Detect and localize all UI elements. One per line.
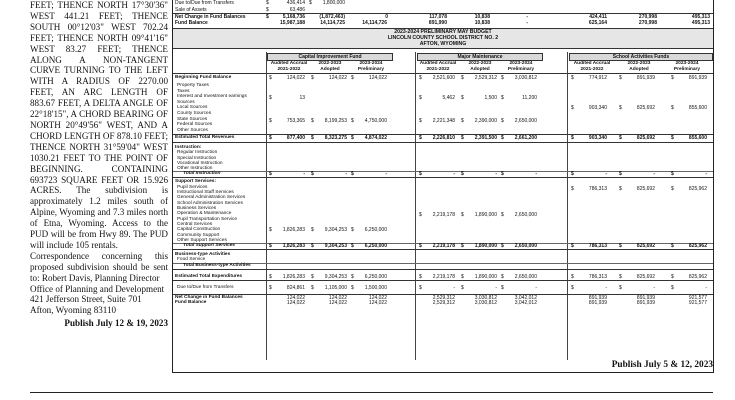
value-cell: 2,221,348 [432,117,455,124]
dollar-sign: $ [311,117,314,124]
instruction-item: Other Instruction [177,166,213,171]
dollar-sign: $ [269,95,272,102]
dollar-sign: $ [571,243,574,250]
cell: (1,872,463) [319,14,345,20]
value-cell: 825,962 [688,243,707,250]
support-item: Other Support Services [177,237,227,243]
dollar-sign: $ [671,171,674,178]
value-cell: 6,250,000 [364,273,387,280]
col-header: Audited Accrual 2021-2022 [573,61,611,72]
dollar-sign: $ [461,134,464,141]
instruction-item: Vocational Instruction [177,160,223,166]
dollar-sign: $ [351,284,354,291]
divider [173,263,713,264]
instruction-item: Special Instruction [177,155,217,161]
value-cell: 9,304,253 [324,243,347,250]
divider [415,52,416,360]
support-item: Instructional Staff Services [177,190,234,196]
row-estimated-revenues: Estimated Total Revenues [175,134,235,140]
revenue-item: Interest and Investment earnings [177,94,247,100]
dollar-sign: $ [311,243,314,250]
revenue-item: Federal Sources [177,122,213,128]
dollar-sign: $ [269,134,272,141]
legal-paragraph-5: Afton, Wyoming 83110 [30,305,117,316]
value-cell: 5,462 [442,95,455,102]
dollar-sign: $ [501,273,504,280]
dollar-sign: $ [461,284,464,291]
dollar-sign: $ [619,134,622,141]
row-fund-balance: Fund Balance [175,300,207,306]
value-cell: 2,529,312 [432,300,455,307]
cell: 424,411 [589,14,607,20]
value-cell: 1,826,283 [282,227,305,234]
business-item: Food Service [177,257,206,263]
row-total-instruction: Total Instruction [183,171,221,177]
value-cell: 786,313 [588,185,607,192]
legal-publish-dates: Publish July 12 & 19, 2023 [64,318,168,329]
dollar-sign: $ [419,284,422,291]
value-cell: 824,861 [286,284,305,291]
value-cell: 1,500,000 [364,284,387,291]
row-net-change: Net Change in Fund Balances [175,294,243,300]
value-cell: 3,030,812 [474,294,497,301]
revenue-item: Local Sources [177,105,208,111]
dollar-sign: $ [351,171,354,178]
revenue-item: Sources [177,99,195,105]
dollar-sign: $ [501,117,504,124]
support-title: Support Services: [175,179,217,185]
value-cell: 2,219,178 [432,212,455,219]
divider [266,52,267,360]
row-label: Sale of Assets [175,6,207,13]
value-cell: 786,313 [588,243,607,250]
value-cell: 2,219,178 [432,243,455,250]
dollar-sign: $ [501,171,504,178]
support-item: School Administration Services [177,200,243,206]
value-cell: 921,577 [688,294,707,301]
row-estimated-expenditures: Estimated Total Expenditures [175,273,243,279]
value-cell: 1,826,283 [282,273,305,280]
value-cell: 2,650,000 [514,243,537,250]
dollar-sign: $ [419,95,422,102]
value-cell: 891,939 [688,75,707,81]
dollar-sign: $ [461,212,464,219]
value-cell: 124,022 [286,294,305,301]
value-cell: - [653,171,655,178]
header-line-3: AFTON, WYOMING [419,41,467,47]
value-cell: 921,577 [688,300,707,307]
legal-paragraph-1: FEET; THENCE NORTH 17°30'36" WEST 441.21 FEET; THENCE SOUTH 00°12'03" WEST 702.24 FEET; THENCE NORTH 09°41'16" WEST 83.27 FEET; THENCE ALONG A NON-TANGENT CURVE TURNING TO THE LEFT WITH A RADIUS OF 2270.00 FEET, AN ARC LENGTH OF 883.67 FEET, A DELTA ANGLE OF 22°18'15", A CHORD BEARING OF NORTH 20°49'56" WEST, AND A CHORD LENGTH OF 878.10 FEET; THENCE NORTH 31°59'04" WEST 1030.21 FEET TO THE POINT OF BEGINNING. CONTAINING 693723 SQUARE FEET OR 15.926 ACRES. The subdivision is approximately 1.2 miles south of Alpine, Wyoming and 7.3 miles north of Etna, Wyoming. Access to the PUD will be from Hwy 89. The PUD will include 105 rentals. [30,0,168,250]
divider [173,73,713,74]
cell: 1,800,000 [322,0,345,6]
cell: 15,987,188 [279,19,305,26]
row-total-business: Total Business-type Activities [183,262,251,268]
value-cell: 9,304,253 [324,227,347,234]
value-cell: 825,692 [636,273,655,280]
dollar-sign: $ [461,243,464,250]
dollar-sign: $ [266,14,269,20]
value-cell: 891,939 [636,300,655,307]
value-cell: 891,939 [588,294,607,301]
value-cell: - [345,171,347,178]
dollar-sign: $ [571,105,574,112]
dollar-sign: $ [461,75,464,81]
dollar-sign: $ [571,75,574,81]
cell: 270,998 [638,19,657,26]
value-cell: 124,022 [368,75,387,81]
dollar-sign: $ [351,227,354,234]
value-cell: 903,340 [588,134,607,141]
dollar-sign: $ [266,6,269,13]
value-cell: - [605,284,607,291]
value-cell: 825,692 [636,243,655,250]
cell: 495,313 [691,14,710,20]
value-cell: - [535,171,537,178]
dollar-sign: $ [351,117,354,124]
value-cell: 8,323,275 [324,134,347,141]
cell: 117,078 [429,14,447,20]
row-label: Net Change in Fund Balances [175,14,246,20]
cell: 436,414 [286,0,305,6]
dollar-sign: $ [269,171,272,178]
value-cell: 855,600 [688,134,707,141]
value-cell: 11,200 [522,95,537,102]
value-cell: 753,365 [286,117,305,124]
fund-header-maintenance: Major Maintenance [417,53,543,61]
col-header: 2023-2024 Preliminary [357,61,385,72]
value-cell: 891,939 [588,300,607,307]
legal-paragraph-4: 421 Jefferson Street, Suite 701 [30,294,142,305]
col-header: 2022-2023 Adopted [318,61,342,72]
dollar-sign: $ [269,243,272,250]
dollar-sign: $ [619,75,622,81]
value-cell: - [535,284,537,291]
value-cell: 9,304,253 [324,273,347,280]
dollar-sign: $ [619,243,622,250]
value-cell: 2,650,000 [514,212,537,219]
dollar-sign: $ [571,185,574,192]
dollar-sign: $ [461,95,464,102]
instruction-item: Regular Instruction [177,150,218,156]
divider [173,249,713,250]
fund-header-capital: Capital Improvement Fund [267,53,393,61]
dollar-sign: $ [501,134,504,141]
col-header: Audited Accrual 2021-2022 [419,61,457,72]
dollar-sign: $ [311,273,314,280]
fund-header-activities: School Activities Funds [569,53,713,61]
dollar-sign: $ [351,134,354,141]
cell: 63,486 [289,6,305,13]
support-item: Pupil Services [177,184,208,190]
revenue-item: State Sources [177,116,208,122]
legal-paragraph-2: Correspondence concerning this proposed subdivision should be sent to: Robert Davis, Planning Director [30,250,168,283]
value-cell: 825,692 [636,185,655,192]
value-cell: 2,650,000 [514,273,537,280]
dollar-sign: $ [419,212,422,219]
value-cell: 3,030,812 [514,75,537,81]
value-cell: 2,650,000 [514,117,537,124]
cell: 10,838 [474,14,490,20]
col-header: 2022-2023 Adopted [627,61,651,72]
dollar-sign: $ [266,0,269,6]
cell: 14,114,726 [362,19,387,26]
col-header: 2022-2023 Adopted [468,61,492,72]
row-label: Due to/Due from Transfers [175,0,234,6]
value-cell: - [453,171,455,178]
dollar-sign: $ [269,273,272,280]
dollar-sign: $ [419,171,422,178]
dollar-sign: $ [269,117,272,124]
legal-notice [30,0,168,329]
budget-table [172,0,714,373]
budget-header [173,28,713,49]
cell: 891,990 [428,19,447,26]
dollar-sign: $ [571,273,574,280]
cell: 0 [385,14,388,20]
dollar-sign: $ [671,185,674,192]
revenue-item: Property Taxes [177,83,209,88]
cell: 5,168,736 [282,14,305,20]
value-cell: 8,199,253 [324,117,347,124]
dollar-sign: $ [419,117,422,124]
value-cell: 2,391,500 [474,134,497,141]
dollar-sign: $ [501,95,504,102]
dollar-sign: $ [419,273,422,280]
col-header: 2023-2024 Preliminary [507,61,535,72]
row-transfers: Due to/Due from Transfers [177,284,234,290]
value-cell: 786,313 [588,273,607,280]
dollar-sign: $ [501,243,504,250]
value-cell: 4,750,000 [364,117,387,124]
dollar-sign: $ [619,105,622,112]
value-cell: 13 [299,95,305,102]
value-cell: 124,022 [286,300,305,307]
revenue-item: Taxes [177,88,190,94]
cell: 14,114,725 [320,19,345,26]
dollar-sign: $ [269,284,272,291]
value-cell: 124,022 [328,75,347,81]
value-cell: - [303,171,305,178]
value-cell: 6,250,000 [364,227,387,234]
dollar-sign: $ [351,75,354,81]
value-cell: 2,521,600 [432,75,455,81]
dollar-sign: $ [619,185,622,192]
business-title: Business-type Activities [175,252,231,258]
value-cell: 1,500 [484,95,497,102]
dollar-sign: $ [501,284,504,291]
dollar-sign: $ [501,75,504,81]
support-item: Pupil Transportation Service [177,216,237,222]
dollar-sign: $ [311,227,314,234]
value-cell: 1,105,000 [324,284,347,291]
value-cell: 2,226,810 [432,134,455,141]
value-cell: - [453,284,455,291]
value-cell: 3,042,012 [514,300,537,307]
legal-paragraph-3: Office of Planning and Development [30,283,165,294]
value-cell: - [705,284,707,291]
dollar-sign: $ [571,171,574,178]
col-header: 2023-2024 Preliminary [673,61,701,72]
dollar-sign: $ [461,171,464,178]
cell: 270,998 [638,14,657,20]
value-cell: - [653,284,655,291]
dollar-sign: $ [311,284,314,291]
value-cell: 3,042,012 [514,294,537,301]
support-item: Business Services [177,206,217,211]
divider [173,142,713,143]
dollar-sign: $ [671,273,674,280]
footer-rule [30,392,713,393]
divider [173,269,713,270]
dollar-sign: $ [671,75,674,81]
dollar-sign: $ [419,75,422,81]
dollar-sign: $ [309,0,312,6]
dollar-sign: $ [571,134,574,141]
row-beginning-balance: Beginning Fund Balance [175,75,232,80]
support-item: General Administration Services [177,195,246,201]
top-row-fund-balance [173,20,713,27]
header-line-2: LINCOLN COUNTY SCHOOL DISTRICT NO. 2 [387,35,499,41]
value-cell: 3,030,812 [474,300,497,307]
value-cell: 891,939 [636,75,655,81]
divider [173,280,713,281]
value-cell: 825,692 [636,105,655,112]
divider [567,52,568,360]
dollar-sign: $ [351,243,354,250]
support-item: Operation & Maintenance [177,211,232,217]
dollar-sign: $ [671,284,674,291]
value-cell: 6,250,000 [364,243,387,250]
row-total-support: Total Support Services [183,243,236,249]
col-header: Audited Accrual 2021-2022 [270,61,308,72]
dollar-sign: $ [619,171,622,178]
support-item: Community Support [177,232,220,238]
value-cell: 124,022 [368,300,387,307]
dollar-sign: $ [311,75,314,81]
value-cell: 2,219,178 [432,273,455,280]
value-cell: 124,022 [328,300,347,307]
support-item: Capital Construction [177,227,221,233]
value-cell: 903,340 [588,105,607,112]
value-cell: 1,890,000 [474,273,497,280]
value-cell: 877,400 [286,134,305,141]
row-label: Fund Balance [175,19,208,26]
dollar-sign: $ [619,273,622,280]
value-cell: 825,962 [688,273,707,280]
value-cell: 891,939 [636,294,655,301]
value-cell: 124,022 [328,294,347,301]
value-cell: 1,890,000 [474,212,497,219]
divider [173,177,713,178]
value-cell: 124,022 [368,294,387,301]
cell: - [526,14,528,20]
dollar-sign: $ [461,117,464,124]
cell: 495,313 [691,19,710,26]
dollar-sign: $ [419,134,422,141]
dollar-sign: $ [619,284,622,291]
value-cell: 825,692 [636,134,655,141]
value-cell: 825,962 [688,185,707,192]
revenue-item: Other Sources [177,127,208,133]
dollar-sign: $ [311,171,314,178]
dollar-sign: $ [671,134,674,141]
support-item: Central Services [177,221,213,227]
header-line-1: 2023-2024 PRELIMINARY MAY BUDGET [394,29,492,35]
dollar-sign: $ [351,273,354,280]
publish-dates-2: Publish July 5 & 12, 2023 [611,360,713,370]
dollar-sign: $ [419,243,422,250]
value-cell: 2,661,200 [514,134,537,141]
cell: 625,164 [588,19,607,26]
value-cell: 1,826,283 [282,243,305,250]
revenue-item: County Sources [177,111,212,116]
dollar-sign: $ [671,243,674,250]
dollar-sign: $ [671,105,674,112]
dollar-sign: $ [311,134,314,141]
value-cell: - [705,171,707,178]
value-cell: 774,912 [588,75,607,81]
value-cell: 2,529,312 [432,294,455,301]
cell: - [526,19,528,26]
dollar-sign: $ [501,212,504,219]
value-cell: 855,600 [688,105,707,112]
value-cell: 124,022 [286,75,305,81]
value-cell: - [495,171,497,178]
dollar-sign: $ [269,227,272,234]
dollar-sign: $ [461,273,464,280]
value-cell: 2,529,312 [474,75,497,81]
dollar-sign: $ [571,284,574,291]
instruction-title: Instruction: [175,144,202,150]
value-cell: - [385,171,387,178]
value-cell: - [605,171,607,178]
value-cell: 4,874,022 [364,134,387,141]
value-cell: 1,890,000 [474,243,497,250]
value-cell: - [495,284,497,291]
dollar-sign: $ [269,75,272,81]
value-cell: 2,390,000 [474,117,497,124]
cell: 10,838 [474,19,490,26]
